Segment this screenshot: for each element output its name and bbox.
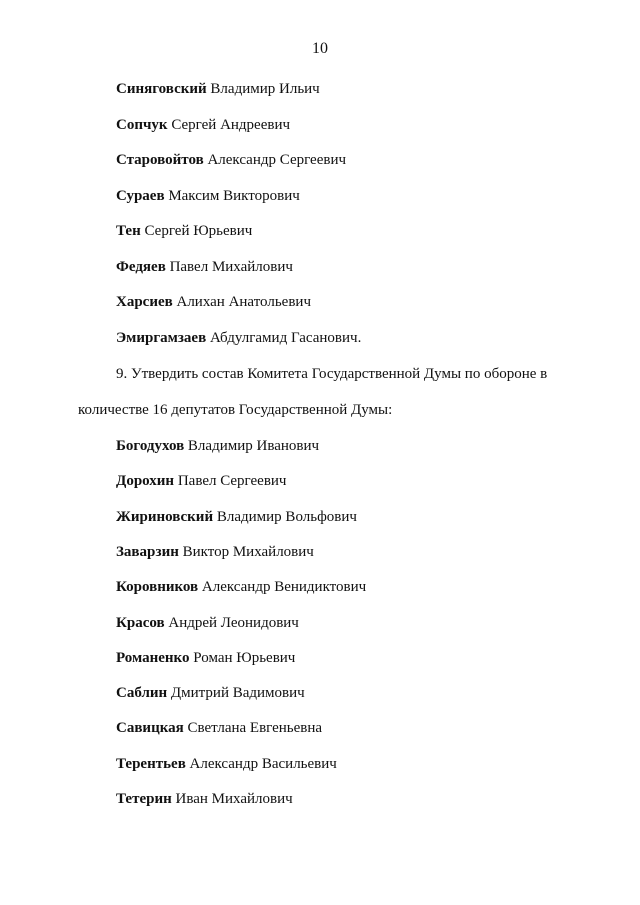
member-surname: Эмиргамзаев xyxy=(116,330,207,346)
member-surname: Сопчук xyxy=(116,117,168,133)
member-entry xyxy=(116,684,305,702)
member-entry xyxy=(116,116,290,134)
member-given-name: Максим Викторович xyxy=(168,188,300,204)
member-given-name: Павел Сергеевич xyxy=(177,473,287,489)
member-given-name: Иван Михайлович xyxy=(175,791,293,807)
resolution-paragraph-line-2: количестве 16 депутатов Государственной Думы: xyxy=(78,402,393,418)
member-entry xyxy=(116,578,366,596)
member-surname: Синяговский xyxy=(116,81,207,97)
member-entry xyxy=(116,222,252,240)
member-given-name: Андрей Леонидович xyxy=(168,615,299,631)
member-given-name: Дмитрий Вадимович xyxy=(170,685,305,701)
member-given-name: Владимир Ильич xyxy=(210,81,320,97)
member-surname: Старовойтов xyxy=(116,152,204,168)
member-surname: Романенко xyxy=(116,650,190,666)
member-entry xyxy=(116,151,346,169)
member-entry xyxy=(116,649,295,667)
member-entry xyxy=(116,614,299,632)
member-surname: Красов xyxy=(116,615,165,631)
member-surname: Дорохин xyxy=(116,473,175,489)
member-given-name: Роман Юрьевич xyxy=(193,650,296,666)
member-given-name: Александр Сергеевич xyxy=(207,152,347,168)
member-surname: Федяев xyxy=(116,259,166,275)
member-entry xyxy=(116,472,286,490)
member-entry xyxy=(116,437,319,455)
member-given-name: Александр Васильевич xyxy=(189,756,337,772)
member-entry xyxy=(116,80,320,98)
member-given-name: Павел Михайлович xyxy=(169,259,293,275)
member-given-name: Виктор Михайлович xyxy=(182,544,314,560)
member-entry xyxy=(116,790,293,808)
member-entry xyxy=(116,755,337,773)
member-given-name: Алихан Анатольевич xyxy=(176,294,311,310)
member-surname: Сураев xyxy=(116,188,165,204)
member-given-name: Владимир Иванович xyxy=(187,438,320,454)
member-surname: Тен xyxy=(116,223,141,239)
member-surname: Заварзин xyxy=(116,544,179,560)
member-surname: Тетерин xyxy=(116,791,172,807)
member-surname: Богодухов xyxy=(116,438,185,454)
page-number: 10 xyxy=(312,40,328,57)
member-surname: Харсиев xyxy=(116,294,173,310)
member-entry xyxy=(116,508,357,526)
member-entry xyxy=(116,258,293,276)
resolution-paragraph-line-1: 9. Утвердить состав Комитета Государственной Думы по обороне в xyxy=(116,366,548,382)
member-surname: Жириновский xyxy=(116,509,214,525)
member-given-name: Владимир Вольфович xyxy=(216,509,357,525)
member-given-name: Абдулгамид Гасанович. xyxy=(209,330,362,346)
member-entry xyxy=(116,543,314,561)
member-entry xyxy=(116,719,322,737)
member-surname: Саблин xyxy=(116,685,168,701)
member-given-name: Сергей Юрьевич xyxy=(144,223,253,239)
member-surname: Савицкая xyxy=(116,720,184,736)
member-given-name: Светлана Евгеньевна xyxy=(187,720,323,736)
member-surname: Терентьев xyxy=(116,756,186,772)
member-given-name: Александр Венидиктович xyxy=(201,579,367,595)
member-given-name: Сергей Андреевич xyxy=(171,117,291,133)
member-entry xyxy=(116,329,361,347)
member-surname: Коровников xyxy=(116,579,199,595)
member-entry xyxy=(116,187,300,205)
member-entry xyxy=(116,293,311,311)
